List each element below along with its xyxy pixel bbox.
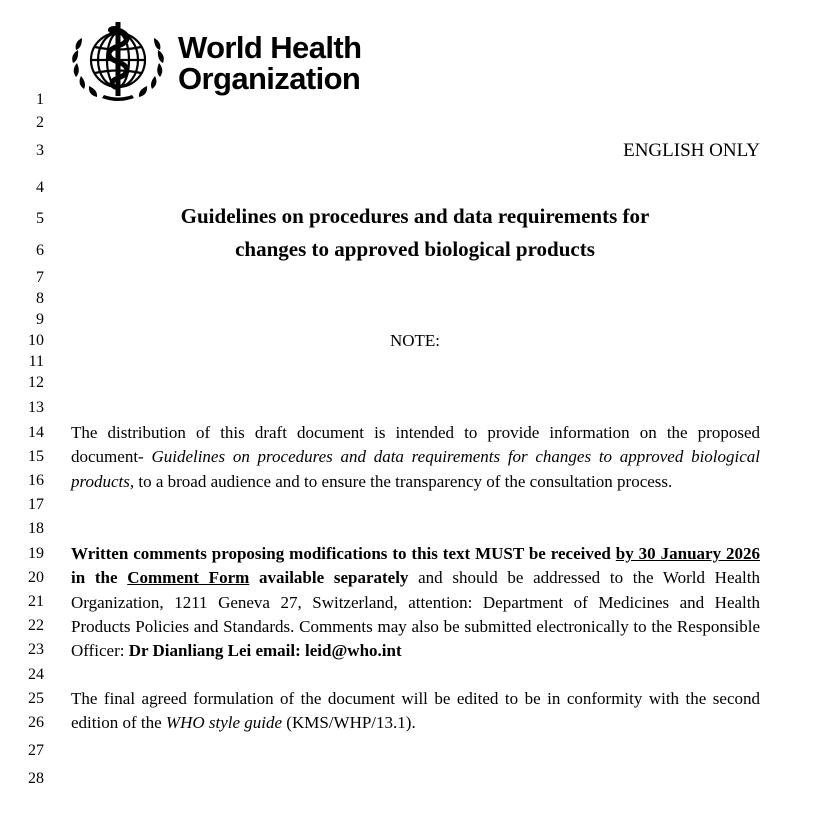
responsible-officer: Dr Dianliang Lei email: leid@who.int <box>128 641 402 661</box>
org-name-line2: Organization <box>178 61 361 96</box>
line-number: 5 <box>36 210 44 227</box>
line-number: 17 <box>28 496 44 513</box>
distribution-paragraph <box>71 421 760 494</box>
org-name-line1: World Health <box>178 30 362 65</box>
line-number: 11 <box>28 353 44 370</box>
document-title <box>70 200 760 266</box>
comments-deadline: by 30 January 2026 <box>615 544 760 563</box>
line-number: 20 <box>28 569 44 586</box>
style-guide-title: WHO style guide <box>165 713 283 733</box>
line-number: 10 <box>28 332 44 349</box>
comments-address: and should be addressed to the World Health Organization, 1211 Geneva 27, Switzerland, attention: Department of Medicines and Health Products Policies and Standards. Comments may also be submitted electronically to the Responsible Officer: <box>71 568 761 661</box>
comment-form-link[interactable]: Comment Form <box>127 568 250 588</box>
line-number: 24 <box>28 666 44 683</box>
line-number: 19 <box>28 545 44 562</box>
line-number: 4 <box>36 179 44 196</box>
who-logo <box>68 18 368 104</box>
line-number: 7 <box>36 269 44 286</box>
line-number: 9 <box>36 311 44 328</box>
para3-text-end: (KMS/WHP/13.1). <box>282 713 416 733</box>
para1-document-title: Guidelines on procedures and data requirements for changes to approved biological products, <box>71 447 761 491</box>
comments-available: available separately <box>249 568 409 588</box>
line-number: 22 <box>28 617 44 634</box>
line-number: 1 <box>36 91 44 108</box>
comments-in-the: in the <box>71 568 128 588</box>
note-heading <box>0 331 832 351</box>
comments-paragraph <box>71 542 760 663</box>
line-number: 23 <box>28 641 44 658</box>
line-number: 2 <box>36 114 44 131</box>
line-number: 18 <box>28 520 44 537</box>
para3-text: The final agreed formulation of the document will be edited to be in conformity with the second edition of the <box>71 689 760 733</box>
line-number: 15 <box>28 448 44 465</box>
line-number: 14 <box>28 424 44 441</box>
line-number: 26 <box>28 714 44 731</box>
organization-name <box>178 32 361 94</box>
formulation-paragraph <box>71 687 760 736</box>
language-note: ENGLISH ONLY <box>623 140 760 161</box>
line-number: 25 <box>28 690 44 707</box>
note-heading-text: NOTE: <box>389 331 441 350</box>
line-number: 6 <box>36 242 44 259</box>
document-title-line2: changes to approved biological products <box>235 237 595 261</box>
para1-text: The distribution of this draft document is intended to provide information on the proposed document- <box>71 423 760 467</box>
document-title-line1: Guidelines on procedures and data requirements for <box>180 204 650 228</box>
line-number: 28 <box>28 770 44 787</box>
para1-text-end: to a broad audience and to ensure the transparency of the consultation process. <box>134 471 673 491</box>
line-number: 27 <box>28 742 44 759</box>
line-number: 8 <box>36 290 44 307</box>
line-number: 13 <box>28 399 44 416</box>
who-emblem-icon <box>68 18 168 104</box>
line-number: 3 <box>36 142 44 159</box>
line-number: 16 <box>28 472 44 489</box>
comments-instruction: Written comments proposing modifications to this text MUST be received <box>71 544 616 563</box>
line-number: 21 <box>28 593 44 610</box>
line-number: 12 <box>28 374 44 391</box>
